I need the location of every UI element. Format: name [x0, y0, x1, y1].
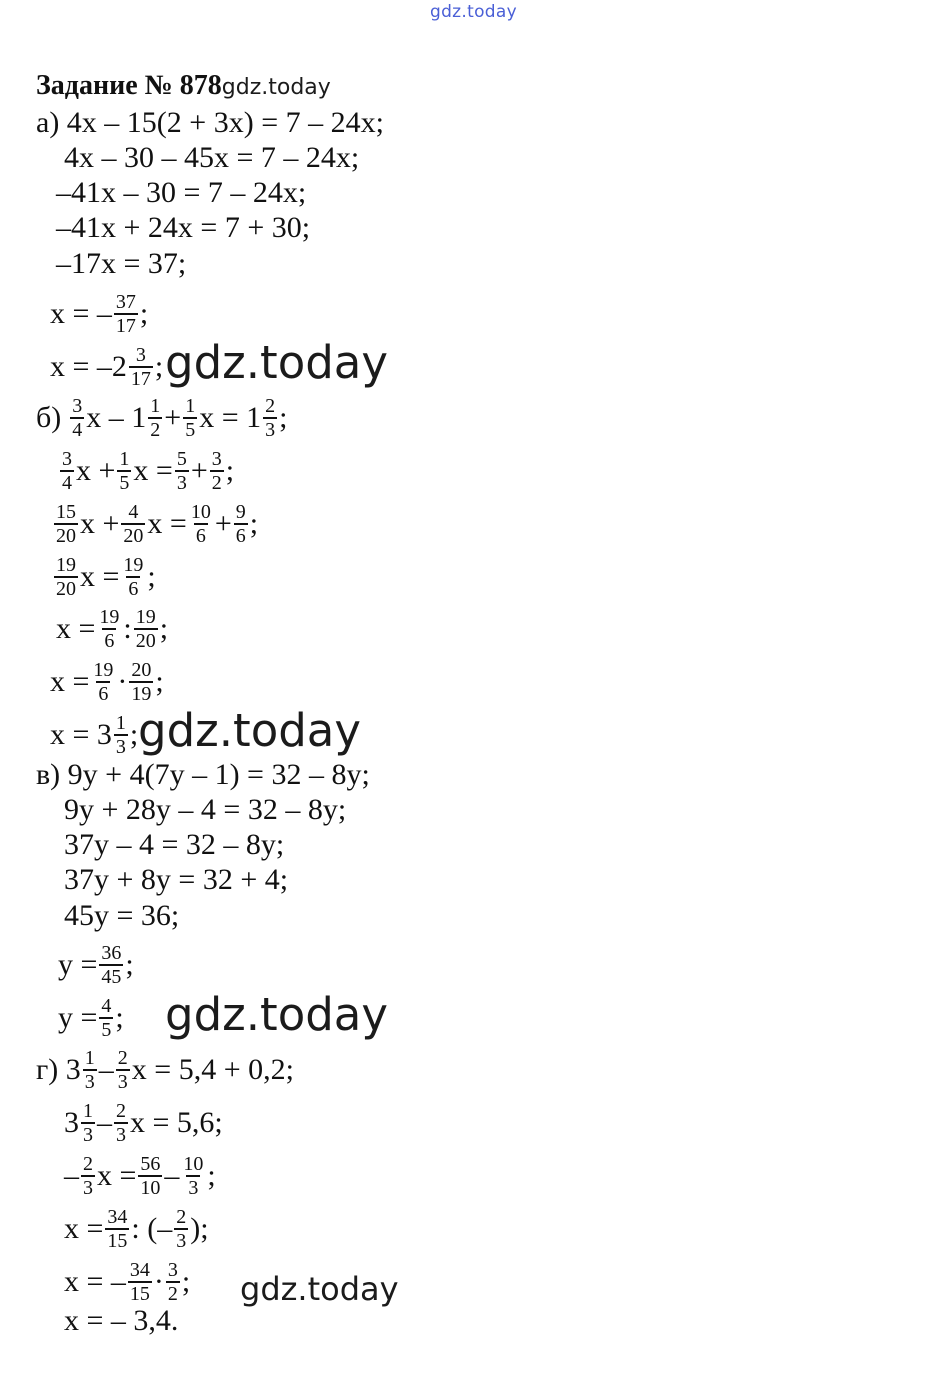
fraction — [175, 449, 189, 493]
part-a-line-1 — [36, 106, 384, 140]
denominator: 20 — [135, 630, 156, 652]
denominator: 15 — [107, 1230, 128, 1252]
part-b-line-3 — [52, 502, 258, 546]
part-g-line-2 — [64, 1101, 223, 1145]
denominator: 20 — [56, 525, 76, 547]
numerator: 1 — [115, 712, 126, 734]
fraction — [97, 607, 121, 651]
part-g-line-4 — [64, 1207, 209, 1251]
numerator: 10 — [190, 501, 211, 523]
part-label: г) 3 — [36, 1053, 81, 1086]
numerator: 19 — [123, 554, 144, 576]
part-v-line-7 — [58, 996, 124, 1040]
equation-text: ); — [190, 1212, 209, 1245]
fraction — [263, 396, 277, 440]
fraction — [174, 1207, 188, 1251]
equation-text: ; — [147, 560, 156, 593]
fraction — [129, 660, 153, 704]
denominator: 5 — [119, 472, 130, 494]
numerator: 19 — [93, 659, 114, 681]
fraction — [60, 449, 74, 493]
equation-text: ; — [154, 350, 164, 383]
equation-text: – — [97, 1106, 112, 1139]
denominator: 3 — [83, 1177, 93, 1199]
denominator: 3 — [176, 1230, 187, 1252]
fraction — [166, 1260, 180, 1304]
equation-text: x = 3 — [50, 718, 112, 751]
equation-text: x – 1 — [86, 401, 147, 434]
fraction — [83, 1048, 97, 1092]
denominator: 5 — [101, 1019, 112, 1041]
numerator: 5 — [176, 448, 187, 470]
denominator: 4 — [72, 419, 83, 441]
fraction — [128, 1260, 152, 1304]
equation-text: y = — [58, 948, 98, 981]
numerator: 2 — [265, 395, 276, 417]
fraction — [138, 1154, 162, 1198]
part-a-line-2 — [64, 141, 359, 175]
watermark-part-g: gdz.today — [240, 1270, 399, 1308]
denominator: 6 — [235, 525, 246, 547]
denominator: 2 — [211, 472, 222, 494]
equation-text: x + — [80, 507, 120, 540]
part-b-line-2 — [58, 449, 234, 493]
equation-text: y = — [58, 1001, 98, 1034]
watermark-part-b: gdz.today — [138, 704, 362, 757]
task-title-text: Задание № 878 — [36, 70, 222, 101]
part-a-line-5 — [56, 247, 186, 281]
denominator: 15 — [129, 1283, 150, 1305]
denominator: 17 — [130, 368, 151, 390]
equation-text: · — [153, 1265, 164, 1298]
equation-text: –41x – 30 = 7 – 24x; — [56, 176, 307, 209]
equation-text: x = 5,6; — [130, 1106, 223, 1139]
equation-text: x = 1 — [199, 401, 262, 434]
equation-text: ; — [159, 612, 169, 645]
watermark-top: gdz.today — [430, 2, 517, 22]
fraction — [181, 1154, 205, 1198]
denominator: 3 — [176, 472, 187, 494]
watermark-title: gdz.today — [221, 75, 331, 100]
denominator: 17 — [115, 315, 136, 337]
part-g-line-1 — [36, 1048, 294, 1092]
part-b-line-1 — [36, 396, 287, 440]
equation-text: –17x = 37; — [56, 247, 187, 280]
fraction — [183, 396, 197, 440]
watermark-part-a: gdz.today — [165, 336, 389, 389]
equation-text: – — [64, 1159, 79, 1192]
equation-text: : (– — [131, 1212, 173, 1245]
equation-text: x = — [56, 612, 96, 645]
denominator: 6 — [195, 525, 206, 547]
fraction — [189, 502, 213, 546]
numerator: 37 — [115, 291, 136, 313]
denominator: 4 — [62, 472, 72, 494]
numerator: 3 — [62, 448, 72, 470]
equation-text: ; — [225, 454, 235, 487]
part-label: б) — [36, 401, 62, 434]
equation-text: ; — [125, 948, 134, 981]
denominator: 5 — [185, 419, 196, 441]
fraction — [99, 943, 123, 987]
part-a-line-4 — [56, 211, 310, 245]
equation-text: + — [190, 454, 208, 487]
fraction — [148, 396, 162, 440]
part-b-line-7 — [50, 713, 138, 757]
watermark-part-v: gdz.today — [165, 988, 389, 1041]
equation-text: –41x + 24x = 7 + 30; — [56, 211, 311, 244]
equation-text: – — [98, 1053, 114, 1086]
fraction — [105, 1207, 129, 1251]
numerator: 36 — [101, 942, 122, 964]
equation-text: ; — [155, 665, 164, 698]
denominator: 3 — [84, 1071, 95, 1093]
equation-text: ; — [129, 718, 139, 751]
equation-text: x = 5,4 + 0,2; — [131, 1053, 294, 1086]
fraction — [91, 660, 115, 704]
numerator: 1 — [84, 1047, 95, 1069]
denominator: 3 — [117, 1071, 128, 1093]
numerator: 4 — [101, 995, 112, 1017]
numerator: 34 — [129, 1259, 150, 1281]
numerator: 1 — [185, 395, 196, 417]
equation-text: : — [123, 612, 132, 645]
numerator: 3 — [211, 448, 222, 470]
numerator: 19 — [135, 606, 156, 628]
numerator: 4 — [128, 501, 139, 523]
numerator: 3 — [167, 1259, 178, 1281]
numerator: 2 — [83, 1153, 93, 1175]
numerator: 2 — [116, 1100, 126, 1122]
equation-text: x = — [97, 1159, 137, 1192]
numerator: 10 — [183, 1153, 204, 1175]
denominator: 2 — [150, 419, 161, 441]
numerator: 34 — [107, 1206, 128, 1228]
fraction — [121, 502, 145, 546]
equation-text: x = — [147, 507, 187, 540]
task-title — [36, 70, 331, 102]
numerator: 3 — [135, 344, 146, 366]
equation-text: – — [164, 1159, 180, 1192]
part-g-line-5 — [64, 1260, 190, 1304]
numerator: 1 — [83, 1100, 93, 1122]
equation-text: + — [214, 507, 232, 540]
equation-text: + — [164, 401, 182, 434]
denominator: 6 — [98, 683, 109, 705]
part-a-line-7 — [50, 345, 163, 389]
equation-text: x = – 3,4. — [64, 1304, 179, 1337]
denominator: 6 — [128, 578, 139, 600]
equation-text: x = – — [50, 297, 112, 330]
numerator: 15 — [56, 501, 76, 523]
numerator: 9 — [235, 501, 246, 523]
equation-text: x + — [76, 454, 116, 487]
denominator: 3 — [188, 1177, 199, 1199]
denominator: 10 — [140, 1177, 161, 1199]
fraction — [54, 502, 78, 546]
part-v-line-5 — [64, 899, 179, 933]
part-v-line-6 — [58, 943, 134, 987]
equation-text: ; — [139, 297, 149, 330]
part-v-line-1 — [36, 758, 370, 792]
fraction — [129, 345, 153, 389]
numerator: 19 — [99, 606, 120, 628]
fraction — [121, 555, 145, 599]
denominator: 3 — [83, 1124, 93, 1146]
fraction — [114, 292, 138, 336]
equation-text: 3 — [64, 1106, 79, 1139]
part-a-line-6 — [50, 292, 148, 336]
part-g-line-6 — [64, 1304, 178, 1338]
part-a-line-3 — [56, 176, 306, 210]
part-b-line-5 — [56, 607, 168, 651]
fraction — [117, 449, 131, 493]
denominator: 20 — [56, 578, 76, 600]
part-v-line-4 — [64, 863, 288, 897]
equation-text: x = — [80, 560, 120, 593]
numerator: 19 — [56, 554, 76, 576]
numerator: 20 — [131, 659, 152, 681]
fraction — [81, 1154, 95, 1198]
fraction — [114, 1101, 128, 1145]
denominator: 3 — [115, 736, 126, 758]
numerator: 2 — [176, 1206, 187, 1228]
part-g-line-3 — [64, 1154, 216, 1198]
equation-text: 37y – 4 = 32 – 8y; — [64, 828, 285, 861]
equation-text: 9y + 28y – 4 = 32 – 8y; — [64, 793, 347, 826]
denominator: 3 — [116, 1124, 126, 1146]
equation-text: ; — [181, 1265, 191, 1298]
equation-text: x = – — [64, 1265, 126, 1298]
numerator: 56 — [140, 1153, 161, 1175]
equation-text: а) 4x – 15(2 + 3x) = 7 – 24x; — [36, 106, 384, 139]
equation-text: · — [117, 665, 128, 698]
equation-text: ; — [207, 1159, 216, 1192]
numerator: 1 — [119, 448, 130, 470]
fraction — [210, 449, 224, 493]
equation-text: x = — [133, 454, 173, 487]
equation-text: ; — [115, 1001, 124, 1034]
denominator: 2 — [167, 1283, 178, 1305]
numerator: 2 — [117, 1047, 128, 1069]
denominator: 20 — [123, 525, 144, 547]
denominator: 19 — [131, 683, 152, 705]
denominator: 3 — [265, 419, 276, 441]
equation-text: ; — [279, 401, 288, 434]
numerator: 3 — [72, 395, 83, 417]
part-v-line-2 — [64, 793, 346, 827]
denominator: 6 — [104, 630, 115, 652]
fraction — [54, 555, 78, 599]
equation-text: 4x – 30 – 45x = 7 – 24x; — [64, 141, 360, 174]
part-v-line-3 — [64, 828, 284, 862]
numerator: 1 — [150, 395, 161, 417]
equation-text: 37y + 8y = 32 + 4; — [64, 863, 289, 896]
fraction — [114, 713, 128, 757]
part-b-line-6 — [50, 660, 164, 704]
fraction — [234, 502, 248, 546]
equation-text: x = –2 — [50, 350, 127, 383]
fraction — [81, 1101, 95, 1145]
fraction — [116, 1048, 130, 1092]
part-b-line-4 — [52, 555, 156, 599]
equation-text: в) 9y + 4(7y – 1) = 32 – 8y; — [36, 758, 370, 791]
equation-text: ; — [249, 507, 259, 540]
equation-text: x = — [64, 1212, 104, 1245]
equation-text: x = — [50, 665, 90, 698]
fraction — [70, 396, 84, 440]
fraction — [99, 996, 113, 1040]
denominator: 45 — [101, 966, 122, 988]
fraction — [134, 607, 158, 651]
equation-text: 45y = 36; — [64, 899, 180, 932]
